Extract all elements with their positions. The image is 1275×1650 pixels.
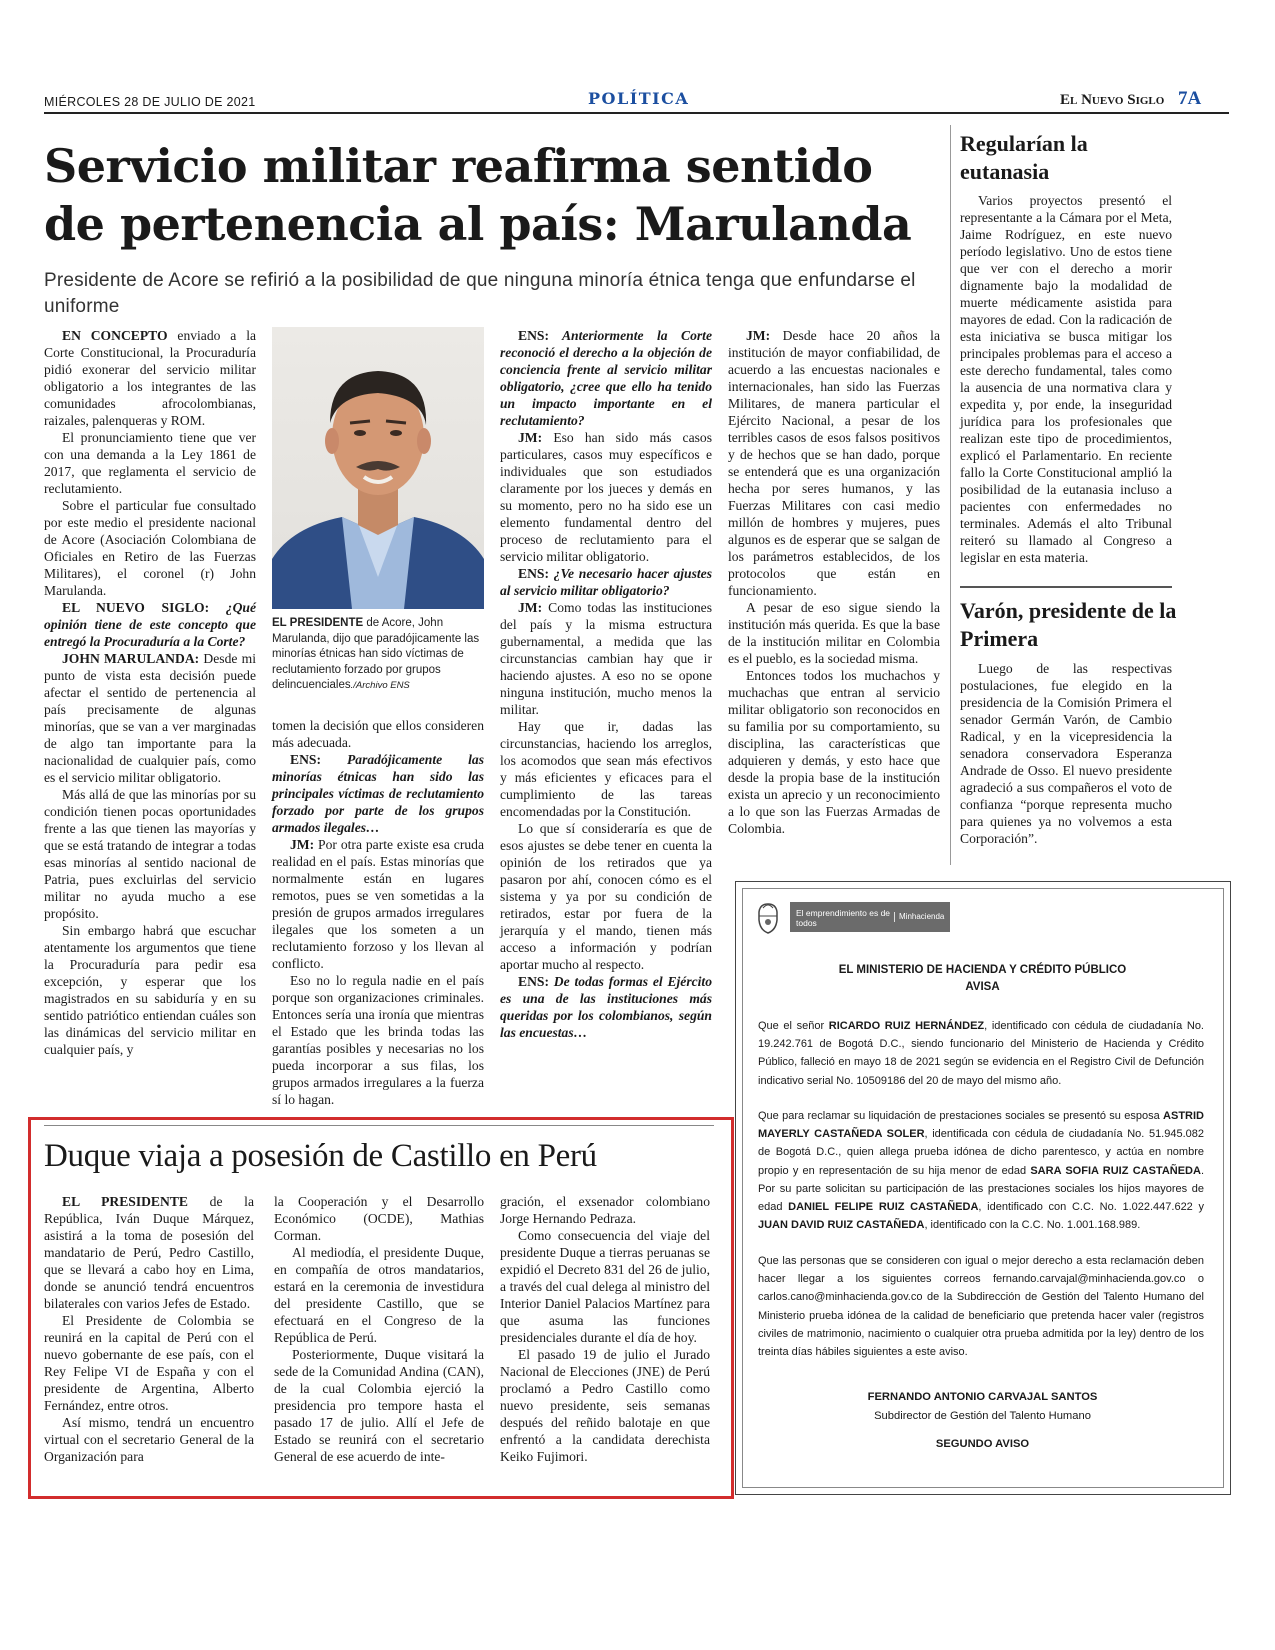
paragraph: Más allá de que las minorías por su condición tienen pocas oportunidades frente a las que tienen las mayorías y que se está tratando de integrar a todas esas minorías al sentido nacional de Patria, pues excluirlas del servicio militar no ayuda mucho a ese propósito. xyxy=(44,787,256,921)
question-text: Paradójicamente las minorías étnicas han sido las principales víctimas de reclutamiento forzado por parte de los grupos armados ilegales… xyxy=(272,752,484,835)
notice-paragraph-2 xyxy=(758,1107,1204,1234)
notice-text: , identificado con cédula de ciudadanía No. 19.242.761 de Bogotá D.C., siendo funcionario del Ministerio de Hacienda y Crédito Público, falleció en mayo 18 de 2021 según se evidencia en el Registro Civil de Defunción indicativo serial No. 10509186 del 20 de mayo del mismo año. xyxy=(758,1020,1204,1087)
interviewer-label: ENS: xyxy=(290,752,321,767)
notice-text: Que el señor xyxy=(758,1020,829,1032)
notice-text: , identificada con cédula de ciudadanía No. 51.945.082 de Bogotá D.C., quien allega prueba idónea de dicho parentesco, y actúa en nombre propio y en representación de su hija menor de edad xyxy=(758,1128,1205,1177)
interviewer-label: ENS: xyxy=(518,328,549,343)
notice-name: SARA SOFIA RUIZ CASTAÑEDA xyxy=(1030,1164,1201,1177)
paragraph: gración, el exsenador colombiano Jorge Hernando Pedraza. xyxy=(500,1194,710,1226)
interviewee-label: JM: xyxy=(746,328,771,343)
notice-name: ASTRID MAYERLY CASTAÑEDA SOLER xyxy=(758,1110,1204,1141)
duque-article-headline: Duque viaja a posesión de Castillo en Perú xyxy=(44,1138,597,1174)
article-column-2 xyxy=(272,717,484,1108)
newspaper-brand: El Nuevo Siglo xyxy=(1060,92,1165,108)
interview-answer xyxy=(44,650,256,786)
paragraph: Sobre el particular fue consultado por este medio el presidente nacional de Acore (Asociación Colombiana de Oficiales en Retiro de las Fuerzas Militares), el coronel (r) John Marulanda. xyxy=(44,498,256,598)
banner-slogan: El emprendimiento es de todos xyxy=(796,908,891,928)
interviewee-label: JM: xyxy=(518,600,543,615)
interview-answer xyxy=(500,429,712,565)
sidebar-headline-euthanasia: Regularían la eutanasia xyxy=(960,131,1088,184)
notice-text: Que para reclamar su liquidación de prestaciones sociales se presentó su esposa xyxy=(758,1110,1164,1122)
interviewee-label: JOHN MARULANDA: xyxy=(62,651,200,666)
paragraph-text: enviado a la Corte Constitucional, la Procuraduría pidió exonerar del servicio militar obligatorio a los integrantes de las comunidades afrocolombianas, raizales, palenqueras y ROM. xyxy=(44,328,257,428)
article-column-4 xyxy=(728,327,940,837)
paragraph: Sin embargo habrá que escuchar atentamente los argumentos que tiene la Procuraduría para pedir esa excepción, y esperar que los magistrados en su sabiduría y en su sentido patriótico entiendan cuáles son las dinámicas del servicio militar en cualquier país, y xyxy=(44,923,256,1057)
interview-question xyxy=(500,973,712,1041)
main-headline-line1: Servicio militar reafirma sentido xyxy=(44,139,873,193)
question-text: ¿Ve necesario hacer ajustes al servicio militar obligatorio? xyxy=(500,566,712,598)
paragraph: la Cooperación y el Desarrollo Económico (OCDE), Mathias Corman. xyxy=(274,1194,484,1243)
notice-name: DANIEL FELIPE RUIZ CASTAÑEDA xyxy=(788,1201,979,1214)
interview-question xyxy=(500,565,712,599)
sidebar-story-euthanasia xyxy=(960,192,1172,566)
interview-answer xyxy=(500,599,712,718)
interviewee-label: JM: xyxy=(290,837,315,852)
paragraph: El pronunciamiento tiene que ver con una demanda a la Ley 1861 de 2017, que reglamenta el servicio de reclutamiento. xyxy=(44,430,256,496)
photo-caption xyxy=(272,616,484,694)
paragraph: Entonces todos los muchachos y muchachas que entran al servicio militar obligatorio son reconocidos en su familia por su comportamiento, su disciplina, las características que adquieren y demás, y esto hace que desde la propia base de la institución exista un aprecio y un reconocimiento a lo que son las Fuerzas Armadas de Colombia. xyxy=(728,668,940,836)
notice-paragraph-1 xyxy=(758,1017,1204,1090)
photo-credit: ./Archivo ENS xyxy=(350,680,410,691)
main-headline xyxy=(44,137,944,253)
notice-text: , identificado con la C.C. No. 1.001.168.989. xyxy=(924,1219,1141,1232)
paragraph: El pasado 19 de julio el Jurado Nacional de Elecciones (JNE) de Perú proclamó a Pedro Castillo como nuevo presidente, seis semanas después del reñido balotaje en que enfrentó a la candidata derechista Keiko Fujimori. xyxy=(500,1347,710,1464)
issue-date: MIÉRCOLES 28 DE JULIO DE 2021 xyxy=(44,95,256,109)
paragraph: Así mismo, tendrá un encuentro virtual con el secretario General de la Organización para xyxy=(44,1415,254,1464)
paragraph xyxy=(44,327,256,429)
question-text: De todas formas el Ejército es una de las instituciones más queridas por los colombianos, según las encuestas… xyxy=(500,974,712,1040)
notice-text: , identificado con C.C. No. 1.022.447.622 y xyxy=(978,1201,1204,1214)
sidebar-story-divider xyxy=(960,586,1172,588)
interview-answer xyxy=(272,836,484,972)
answer-text: Desde hace 20 años la institución de mayor confiabilidad, de acuerdo a las encuestas nacionales e internacionales, han sido las Fuerzas Militares, de manera particular el Ejército Nacional, a pesar de los terribles casos de esos falsos positivos y de hechos que se han dado, porque se entenderá que es una organización hecha por seres humanos, y las Fuerzas Militares con casi medio millón de hombres y mujeres, pues algunos es de esperar que se salgan de los parámetros establecidos, de los protocolos que están en funcionamiento. xyxy=(728,328,940,598)
minhacienda-banner xyxy=(790,902,950,932)
section-name: POLÍTICA xyxy=(588,89,690,108)
signer-role: Subdirector de Gestión del Talento Humano xyxy=(874,1410,1091,1422)
interview-question xyxy=(44,599,256,650)
interviewer-label: EL NUEVO SIGLO: xyxy=(62,600,210,615)
interview-question xyxy=(272,751,484,836)
paragraph: Lo que sí consideraría es que de esos ajustes se debe tener en cuenta la opinión de los retirados que ya pasaron por ahí, conocen cómo es el sistema y ya por su condición de retirados, estar por fuera de la jerarquía y el mando, tienen más acceso a información y podrían aportar mucho al respecto. xyxy=(500,821,712,972)
duque-article-column-1 xyxy=(44,1193,254,1465)
notice-heading xyxy=(755,962,1210,996)
answer-text: Eso han sido más casos particulares, casos muy específicos e individuales que son estudiados claramente por los jueces y demás en su momento, pero no ha sido ese un elemento fundamental dentro del proceso de reclutamiento para el servicio militar obligatorio. xyxy=(500,430,712,564)
portrait-photo xyxy=(272,327,484,609)
article-column-1 xyxy=(44,327,256,1058)
caption-text: de Acore, John Marulanda, dijo que paradójicamente las minorías étnicas han sido víctimas de reclutamiento forzado por grupos delincuenciales xyxy=(272,617,480,691)
notice-text: . Por su parte solicitan su participación de las prestaciones sociales los hijos mayores de edad xyxy=(758,1164,1204,1214)
paragraph xyxy=(44,1193,254,1312)
duque-article-column-2 xyxy=(274,1193,484,1465)
sidebar-story-varon xyxy=(960,660,1172,847)
paragraph: Varios proyectos presentó el representante a la Cámara por el Meta, Jaime Rodríguez, en este nuevo período legislativo. Uno de estos tiene que ver con el derecho a morir dignamente bajo la modalidad de muerte médicamente asistida para mayores de edad. Con la radicación de esta iniciativa se busca mitigar los principales problemas para el acceso a este derecho fundamental, tales como la ausencia de una normativa clara y expedita y, por ende, la inseguridad jurídica para los profesionales que realizan este tipo de procedimientos, explicó el Parlamentario. En reciente fallo la Corte Constitucional amplió la posibilidad de la eutanasia incluso a pacientes con enfermedades no terminales. Además el alto Tribunal reiteró su llamado al Congreso a legislar en esta materia. xyxy=(960,193,1172,565)
interviewer-label: ENS: xyxy=(518,974,549,989)
paragraph: tomen la decisión que ellos consideren más adecuada. xyxy=(272,718,484,750)
question-text: ¿Qué opinión tiene de este concepto que entregó la Procuraduría a la Corte? xyxy=(44,600,256,649)
paragraph: Como consecuencia del viaje del presidente Duque a tierras peruanas se expidió el Decreto 831 del 26 de julio, a través del cual delega al ministro del Interior Daniel Palacios Martínez para que asuma las funciones presidenciales durante el día de hoy. xyxy=(500,1228,710,1345)
lead-in: EL PRESIDENTE xyxy=(62,1194,188,1209)
notice-title: EL MINISTERIO DE HACIENDA Y CRÉDITO PÚBLICO xyxy=(838,964,1127,976)
paragraph: Luego de las respectivas postulaciones, fue elegido en la presidencia de la Comisión Primera el senador Germán Varón, de Cambio Radical, y en la vicepresidencia la senadora conservadora Esperanza Andrade de Osso. El nuevo presidente agradeció a sus compañeros el voto de confianza “porque representa mucho para quienes ya no volvemos a esta Corporación”. xyxy=(960,661,1172,846)
notice-name: JUAN DAVID RUIZ CASTAÑEDA xyxy=(758,1219,925,1232)
paragraph-text: de la República, Iván Duque Márquez, asistirá a la toma de posesión del mandatario de Perú, Pedro Castillo, que se llevará a cabo hoy en Lima, donde se anunció tendrá encuentros bilaterales con varios Jefes de Estado. xyxy=(44,1194,254,1311)
paragraph: Al mediodía, el presidente Duque, en compañía de otros mandatarios, estará en la ceremonia de investidura del presidente Castillo, que se efectuará en el Congreso de la República de Perú. xyxy=(274,1245,484,1345)
caption-lead: EL PRESIDENTE xyxy=(272,617,364,629)
page-number: 7A xyxy=(1178,88,1202,109)
interview-question xyxy=(500,327,712,429)
notice-paragraph-3: Que las personas que se consideren con igual o mejor derecho a esta reclamación deben hacer llegar a los siguientes correos fernando.carvajal@minhacienda.gov.co o carlos.cano@minhacienda.gov.co de la Subdirección de Gestión del Talento Humano del Ministerio prueba idónea de la calidad de beneficiario que pretenda hacer valer (registros civiles de matrimonio, nacimiento o cualquier otra prueba admitida por la ley) dentro de los treinta días hábiles siguientes a este aviso. xyxy=(758,1255,1204,1359)
paragraph: Eso no lo regula nadie en el país porque son organizaciones criminales. Entonces sería una ironía que mientras el Estado que les brinda todas las garantías posibles y necesarias no los pueda incorporar a sus filas, los grupos armados irregulares a la fuerza sí lo hagan. xyxy=(272,973,484,1107)
portrait-illustration xyxy=(272,327,484,609)
banner-ministry: Minhacienda xyxy=(894,912,944,922)
paragraph: El Presidente de Colombia se reunirá en la capital de Perú con el nuevo gobernante de ese país, con el Rey Felipe VI de España y con el presidente de Argentina, Alberto Fernández, entre otros. xyxy=(44,1313,254,1413)
paragraph: Hay que ir, dadas las circunstancias, haciendo los arreglos, los acomodos que sean más efectivos y más eficientes y eficaces para el cumplimiento de las tareas encomendadas por la Constitución. xyxy=(500,719,712,819)
header-rule xyxy=(44,112,1229,114)
notice-footer: SEGUNDO AVISO xyxy=(935,1438,1030,1450)
answer-text: Por otra parte existe esa cruda realidad en el país. Estas minorías que normalmente están en lugares remotos, pues se ven sometidas a la presión de grupos armados irregulares ilegales que los someten a un reclutamiento forzoso y los llevan al conflicto. xyxy=(272,837,484,971)
answer-text: Desde mi punto de vista esta decisión puede afectar el sentido de pertenencia al país precisamente de algunas minorías, que se van a ver marginadas de algo tan importante para la nacionalidad de cualquier país, como es el servicio militar obligatorio. xyxy=(44,651,256,785)
question-text: Anteriormente la Corte reconoció el derecho a la objeción de conciencia frente al servicio militar obligatorio, ¿cree que ello ha tenido un impacto importante en el reclutamiento? xyxy=(500,328,712,428)
signer-name: FERNANDO ANTONIO CARVAJAL SANTOS xyxy=(867,1391,1098,1403)
side-divider xyxy=(950,125,951,865)
paragraph: A pesar de eso sigue siendo la institución más querida. Es que la base de la institución militar en Colombia es el pueblo, es la sociedad misma. xyxy=(728,600,940,666)
notice-name: RICARDO RUIZ HERNÁNDEZ xyxy=(828,1020,985,1032)
notice-subtitle: AVISA xyxy=(965,981,1000,993)
answer-text: Como todas las instituciones del país y la misma estructura gubernamental, a medida que las circunstancias cambian hay que ir haciendo ajustes. A eso no se opone ninguna institución, mucho menos la militar. xyxy=(500,600,712,717)
paragraph: Posteriormente, Duque visitará la sede de la Comunidad Andina (CAN), de la cual Colombia ejerció la presidencia pro tempore hasta el pasado 17 de julio. Allí el Jefe de Estado se reunirá con el secretario General de ese acuerdo de inte- xyxy=(274,1347,484,1464)
duque-article-column-3 xyxy=(500,1193,710,1465)
interviewee-label: JM: xyxy=(518,430,543,445)
main-deck: Presidente de Acore se refirió a la posibilidad de que ninguna minoría étnica tenga que enfundarse el uniforme xyxy=(44,270,916,317)
interviewer-label: ENS: xyxy=(518,566,549,581)
lead-in: EN CONCEPTO xyxy=(62,328,168,343)
main-headline-line2: de pertenencia al país: Marulanda xyxy=(44,197,912,251)
notice-signature xyxy=(755,1388,1210,1426)
article-column-3 xyxy=(500,327,712,1041)
sidebar-headline-varon: Varón, presidente de la Primera xyxy=(960,598,1177,651)
interview-answer xyxy=(728,327,940,599)
box-top-rule xyxy=(44,1125,714,1126)
